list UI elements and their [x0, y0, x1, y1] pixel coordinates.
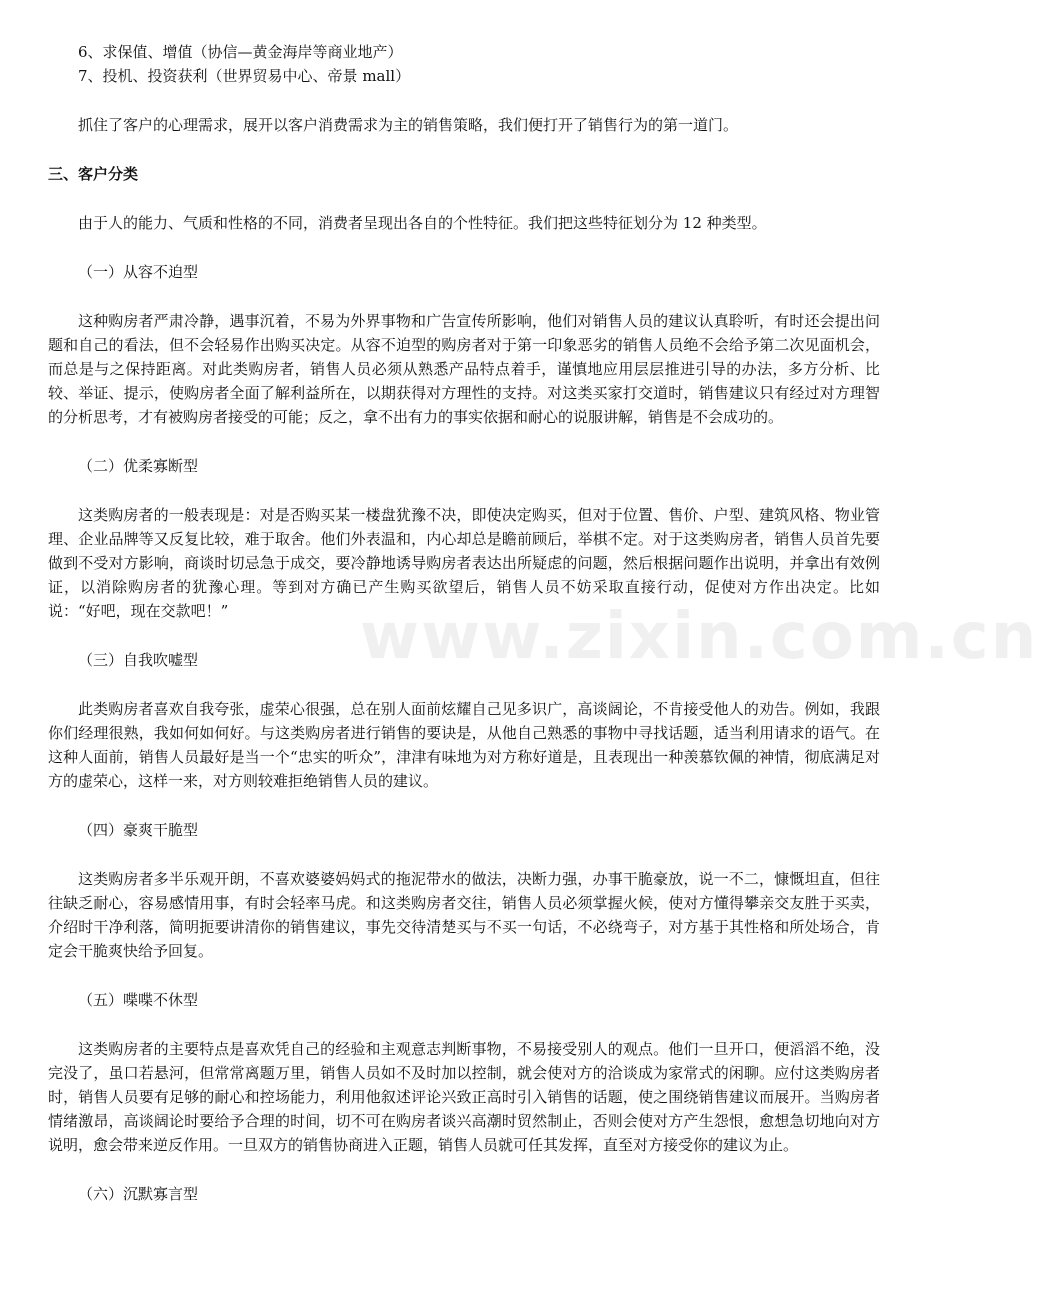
type-3-heading: （三）自我吹嘘型: [78, 651, 199, 669]
document-page: [48, 40, 880, 1206]
type-6-heading: （六）沉默寡言型: [78, 1185, 199, 1203]
intro-paragraph: 抓住了客户的心理需求，展开以客户消费需求为主的销售策略，我们便打开了销售行为的第一道门。: [78, 116, 739, 134]
list-item-6: 6、求保值、增值（协信—黄金海岸等商业地产）: [78, 43, 403, 61]
type-2-body: 这类购房者的一般表现是：对是否购买某一楼盘犹豫不决，即使决定购买，但对于位置、售价、户型、建筑风格、物业管理、企业品牌等又反复比较，难于取舍。他们外表温和，内心却总是瞻前顾后，举棋不定。对于这类购房者，销售人员首先要做到不受对方影响，商谈时切忌急于成交，要冷静地诱导购房者表达出所疑虑的问题，然后根据问题作出说明，并拿出有效例证，以消除购房者的犹豫心理。等到对方确已产生购买欲望后，销售人员不妨采取直接行动，促使对方作出决定。比如说：“好吧，现在交款吧！”: [48, 506, 880, 620]
section-intro: 由于人的能力、气质和性格的不同，消费者呈现出各自的个性特征。我们把这些特征划分为 12 种类型。: [78, 214, 767, 232]
type-3-body: 此类购房者喜欢自我夸张，虚荣心很强，总在别人面前炫耀自己见多识广，高谈阔论，不肯接受他人的劝告。例如，我跟你们经理很熟，我如何如何好。与这类购房者进行销售的要诀是，从他自己熟悉的事物中寻找话题，适当利用请求的语气。在这种人面前，销售人员最好是当一个“忠实的听众”，津津有味地为对方称好道是，且表现出一种羡慕钦佩的神情，彻底满足对方的虚荣心，这样一来，对方则较难拒绝销售人员的建议。: [48, 700, 880, 790]
watermark-text: www.zixin.com.cn: [360, 600, 1038, 674]
type-4-body: 这类购房者多半乐观开朗，不喜欢婆婆妈妈式的拖泥带水的做法，决断力强，办事干脆豪放，说一不二，慷慨坦直，但往往缺乏耐心，容易感情用事，有时会轻率马虎。和这类购房者交往，销售人员必须掌握火候，使对方懂得攀亲交友胜于买卖，介绍时干净利落，简明扼要讲清你的销售建议，事先交待清楚买与不买一句话，不必绕弯子，对方基于其性格和所处场合，肯定会干脆爽快给予回复。: [48, 870, 880, 960]
type-2-heading: （二）优柔寡断型: [78, 457, 199, 475]
section-title: 三、客户分类: [48, 165, 139, 183]
type-4-heading: （四）豪爽干脆型: [78, 821, 199, 839]
type-5-heading: （五）喋喋不休型: [78, 991, 199, 1009]
type-1-heading: （一）从容不迫型: [78, 263, 199, 281]
list-item-7: 7、投机、投资获利（世界贸易中心、帝景 mall）: [78, 67, 411, 85]
type-1-body: 这种购房者严肃冷静，遇事沉着，不易为外界事物和广告宣传所影响，他们对销售人员的建议认真聆听，有时还会提出问题和自己的看法，但不会轻易作出购买决定。从容不迫型的购房者对于第一印象恶劣的销售人员绝不会给予第二次见面机会，而总是与之保持距离。对此类购房者，销售人员必须从熟悉产品特点着手，谨慎地应用层层推进引导的办法，多方分析、比较、举证、提示，使购房者全面了解利益所在，以期获得对方理性的支持。对这类买家打交道时，销售建议只有经过对方理智的分析思考，才有被购房者接受的可能；反之，拿不出有力的事实依据和耐心的说服讲解，销售是不会成功的。: [48, 312, 880, 426]
type-5-body: 这类购房者的主要特点是喜欢凭自己的经验和主观意志判断事物，不易接受别人的观点。他们一旦开口，便滔滔不绝，没完没了，虽口若悬河，但常常离题万里，销售人员如不及时加以控制，就会使对方的洽谈成为家常式的闲聊。应付这类购房者时，销售人员要有足够的耐心和控场能力，利用他叙述评论兴致正高时引入销售的话题，使之围绕销售建议而展开。当购房者情绪激昂，高谈阔论时要给予合理的时间，切不可在购房者谈兴高潮时贸然制止，否则会使对方产生怨恨，愈想急切地向对方说明，愈会带来逆反作用。一旦双方的销售协商进入正题，销售人员就可任其发挥，直至对方接受你的建议为止。: [48, 1040, 880, 1154]
